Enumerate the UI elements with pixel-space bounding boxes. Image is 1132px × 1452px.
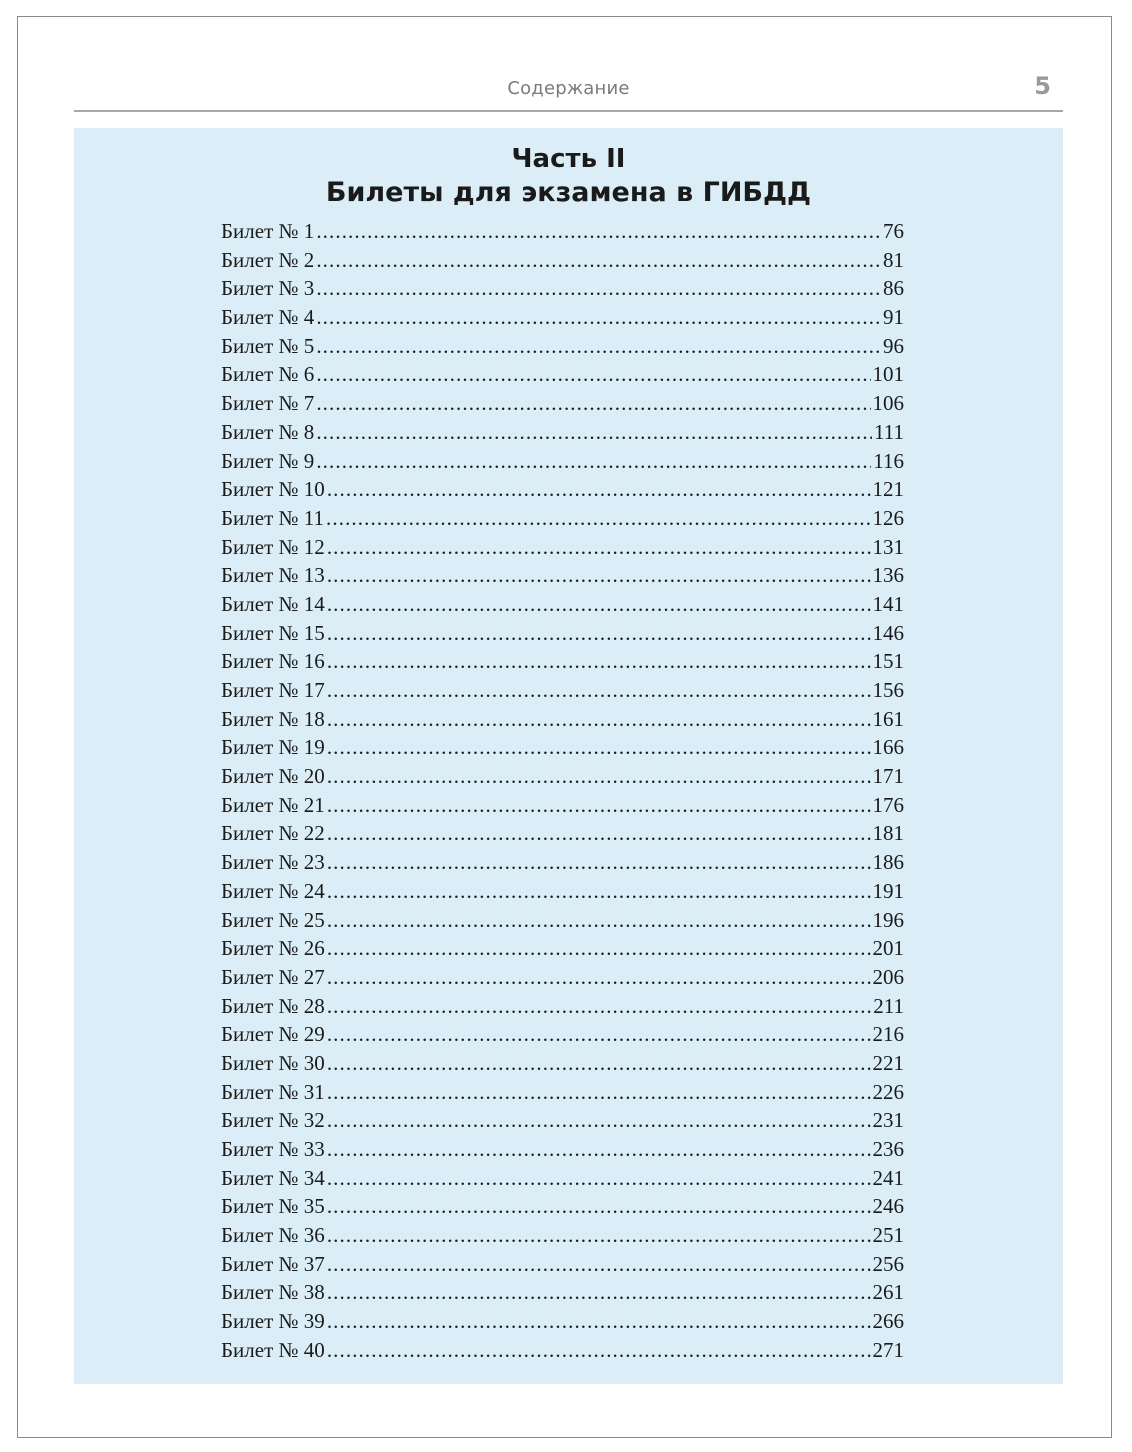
toc-entry-page-number: 126	[872, 505, 904, 530]
toc-dot-leader	[327, 908, 871, 933]
toc-entry-page-number: 121	[872, 477, 904, 502]
toc-entry-label: Билет № 4	[221, 305, 315, 330]
part-number: Часть II	[511, 144, 626, 174]
toc-entry-label: Билет № 6	[221, 362, 315, 387]
toc-dot-leader	[327, 1252, 871, 1277]
toc-dot-leader	[327, 649, 871, 674]
toc-entry-page-number: 256	[872, 1251, 904, 1276]
toc-entry-page-number: 201	[872, 936, 904, 961]
toc-entry-label: Билет № 27	[221, 964, 325, 989]
toc-entry[interactable]	[221, 276, 904, 305]
toc-entry-label: Билет № 14	[221, 591, 325, 616]
toc-entry-page-number: 91	[883, 305, 904, 330]
toc-entry[interactable]	[221, 1051, 904, 1080]
toc-entry-page-number: 181	[872, 821, 904, 846]
toc-entry-page-number: 231	[872, 1108, 904, 1133]
toc-dot-leader	[316, 305, 881, 330]
toc-entry-page-number: 241	[872, 1165, 904, 1190]
toc-entry[interactable]	[221, 248, 904, 277]
toc-entry[interactable]	[221, 908, 904, 937]
toc-entry[interactable]	[221, 649, 904, 678]
toc-dot-leader	[316, 362, 870, 387]
toc-entry[interactable]	[221, 1166, 904, 1195]
running-header-title: Содержание	[507, 78, 630, 99]
toc-entry[interactable]	[221, 621, 904, 650]
toc-entry[interactable]	[221, 362, 904, 391]
toc-entry-page-number: 76	[883, 219, 904, 243]
toc-entry-label: Билет № 31	[221, 1079, 325, 1104]
toc-entry[interactable]	[221, 592, 904, 621]
toc-entry-label: Билет № 36	[221, 1223, 325, 1248]
toc-entry-label: Билет № 8	[221, 419, 315, 444]
toc-entry[interactable]	[221, 1022, 904, 1051]
toc-dot-leader	[316, 248, 881, 273]
toc-entry[interactable]	[221, 936, 904, 965]
toc-dot-leader	[327, 678, 871, 703]
toc-dot-leader	[327, 707, 871, 732]
toc-entry[interactable]	[221, 1338, 904, 1367]
toc-dot-leader	[327, 477, 871, 502]
toc-entry-page-number: 141	[872, 591, 904, 616]
toc-dot-leader	[326, 506, 870, 531]
toc-entry-page-number: 151	[872, 649, 904, 674]
toc-entry[interactable]	[221, 420, 904, 449]
toc-dot-leader	[316, 391, 870, 416]
toc-entry-page-number: 271	[872, 1337, 904, 1362]
toc-entry-page-number: 111	[874, 419, 904, 444]
toc-dot-leader	[316, 276, 881, 301]
toc-entry-label: Билет № 32	[221, 1108, 325, 1133]
toc-entry-label: Билет № 35	[221, 1194, 325, 1219]
toc-entry[interactable]	[221, 1137, 904, 1166]
toc-entry[interactable]	[221, 1080, 904, 1109]
toc-entry-label: Билет № 33	[221, 1137, 325, 1161]
toc-entry-page-number: 216	[872, 1022, 904, 1047]
part-title: Билеты для экзамена в ГИБДД	[325, 177, 812, 208]
page-number: 5	[1034, 72, 1051, 100]
toc-entry[interactable]	[221, 535, 904, 564]
toc-entry[interactable]	[221, 449, 904, 478]
toc-dot-leader	[327, 1051, 871, 1076]
toc-entry[interactable]	[221, 1223, 904, 1252]
toc-entry-page-number: 266	[872, 1309, 904, 1334]
toc-entry-label: Билет № 16	[221, 649, 325, 674]
toc-entry-label: Билет № 39	[221, 1309, 325, 1334]
toc-entry-page-number: 221	[872, 1050, 904, 1075]
toc-entry-label: Билет № 9	[221, 448, 315, 473]
toc-dot-leader	[327, 592, 871, 617]
toc-entry[interactable]	[221, 821, 904, 850]
toc-entry-label: Билет № 29	[221, 1022, 325, 1047]
toc-entry-label: Билет № 38	[221, 1280, 325, 1305]
toc-entry-label: Билет № 21	[221, 792, 325, 817]
toc-entry-label: Билет № 2	[221, 247, 315, 272]
toc-dot-leader	[327, 1338, 871, 1363]
toc-dot-leader	[327, 821, 871, 846]
toc-entry-label: Билет № 25	[221, 907, 325, 932]
toc-entry-page-number: 146	[872, 620, 904, 645]
toc-entry[interactable]	[221, 391, 904, 420]
toc-dot-leader	[327, 735, 871, 760]
toc-entry[interactable]	[221, 879, 904, 908]
toc-entry-label: Билет № 23	[221, 850, 325, 875]
toc-entry-page-number: 186	[872, 850, 904, 875]
toc-dot-leader	[327, 1280, 871, 1305]
toc-entry-label: Билет № 37	[221, 1251, 325, 1276]
toc-entry-label: Билет № 40	[221, 1337, 325, 1362]
toc-entry-page-number: 136	[872, 563, 904, 588]
toc-entry-label: Билет № 30	[221, 1050, 325, 1075]
toc-dot-leader	[327, 1194, 871, 1219]
toc-dot-leader	[327, 621, 871, 646]
toc-entry-label: Билет № 26	[221, 936, 325, 961]
toc-entry[interactable]	[221, 678, 904, 707]
toc-entry[interactable]	[221, 1108, 904, 1137]
toc-entry-label: Билет № 1	[221, 219, 315, 243]
toc-dot-leader	[316, 449, 871, 474]
toc-dot-leader	[327, 1022, 871, 1047]
toc-entry[interactable]	[221, 764, 904, 793]
toc-dot-leader	[327, 764, 871, 789]
toc-entry-label: Билет № 7	[221, 391, 315, 416]
toc-entry-page-number: 236	[872, 1137, 904, 1161]
toc-entry-label: Билет № 24	[221, 878, 325, 903]
toc-entry-label: Билет № 13	[221, 563, 325, 588]
toc-entry-page-number: 86	[883, 276, 904, 301]
toc-entry-label: Билет № 17	[221, 678, 325, 702]
toc-entry-page-number: 81	[883, 247, 904, 272]
toc-dot-leader	[327, 1137, 871, 1162]
toc-entry[interactable]	[221, 563, 904, 592]
toc-dot-leader	[327, 965, 871, 990]
toc-entry-page-number: 171	[872, 764, 904, 789]
toc-entry-page-number: 166	[872, 735, 904, 760]
toc-entry[interactable]	[221, 1309, 904, 1338]
toc-entry-label: Билет № 19	[221, 735, 325, 760]
toc-entry-page-number: 251	[872, 1223, 904, 1248]
toc-dot-leader	[327, 1166, 871, 1191]
toc-entry-label: Билет № 18	[221, 706, 325, 731]
toc-entry-label: Билет № 28	[221, 993, 325, 1018]
toc-entry-label: Билет № 12	[221, 534, 325, 559]
toc-entry-page-number: 196	[872, 907, 904, 932]
toc-entry[interactable]	[221, 1252, 904, 1281]
toc-entry[interactable]	[221, 735, 904, 764]
toc-entry-page-number: 131	[872, 534, 904, 559]
toc-dot-leader	[327, 1108, 871, 1133]
toc-entry-page-number: 116	[873, 448, 904, 473]
toc-entry-label: Билет № 5	[221, 333, 315, 358]
toc-entry[interactable]	[221, 477, 904, 506]
toc-dot-leader	[327, 563, 871, 588]
toc-entry-label: Билет № 15	[221, 620, 325, 645]
toc-entry[interactable]	[221, 994, 904, 1023]
toc-dot-leader	[327, 535, 871, 560]
toc-entry-label: Билет № 10	[221, 477, 325, 502]
toc-dot-leader	[316, 420, 872, 445]
toc-entry-label: Билет № 11	[221, 505, 325, 530]
toc-dot-leader	[316, 334, 881, 359]
toc-entry-page-number: 161	[872, 706, 904, 731]
toc-entry-page-number: 101	[872, 362, 904, 387]
toc-entry[interactable]	[221, 793, 904, 822]
toc-dot-leader	[327, 994, 871, 1019]
toc-entry-page-number: 191	[872, 878, 904, 903]
table-of-contents	[221, 219, 904, 1367]
toc-dot-leader	[316, 219, 881, 244]
toc-entry[interactable]	[221, 305, 904, 334]
toc-entry-page-number: 156	[872, 678, 904, 702]
toc-dot-leader	[327, 1309, 871, 1334]
toc-entry[interactable]	[221, 850, 904, 879]
toc-entry[interactable]	[221, 965, 904, 994]
toc-entry-page-number: 226	[872, 1079, 904, 1104]
toc-entry[interactable]	[221, 1280, 904, 1309]
toc-entry[interactable]	[221, 707, 904, 736]
toc-entry-label: Билет № 34	[221, 1165, 325, 1190]
toc-entry-page-number: 96	[883, 333, 904, 358]
toc-dot-leader	[327, 936, 871, 961]
toc-entry-page-number: 211	[873, 993, 904, 1018]
toc-entry-label: Билет № 20	[221, 764, 325, 789]
toc-entry[interactable]	[221, 506, 904, 535]
part-heading	[74, 142, 1063, 210]
toc-entry-page-number: 246	[872, 1194, 904, 1219]
toc-entry-label: Билет № 3	[221, 276, 315, 301]
toc-entry-page-number: 261	[872, 1280, 904, 1305]
toc-entry[interactable]	[221, 1194, 904, 1223]
toc-content-box	[74, 128, 1063, 1384]
toc-dot-leader	[327, 1080, 871, 1105]
toc-entry-page-number: 176	[872, 792, 904, 817]
toc-entry-page-number: 206	[872, 964, 904, 989]
toc-entry-label: Билет № 22	[221, 821, 325, 846]
toc-entry[interactable]	[221, 334, 904, 363]
toc-dot-leader	[327, 1223, 871, 1248]
toc-dot-leader	[327, 793, 871, 818]
toc-entry-page-number: 106	[872, 391, 904, 416]
toc-dot-leader	[327, 850, 871, 875]
running-header	[74, 70, 1063, 112]
toc-dot-leader	[327, 879, 871, 904]
toc-entry[interactable]	[221, 219, 904, 248]
